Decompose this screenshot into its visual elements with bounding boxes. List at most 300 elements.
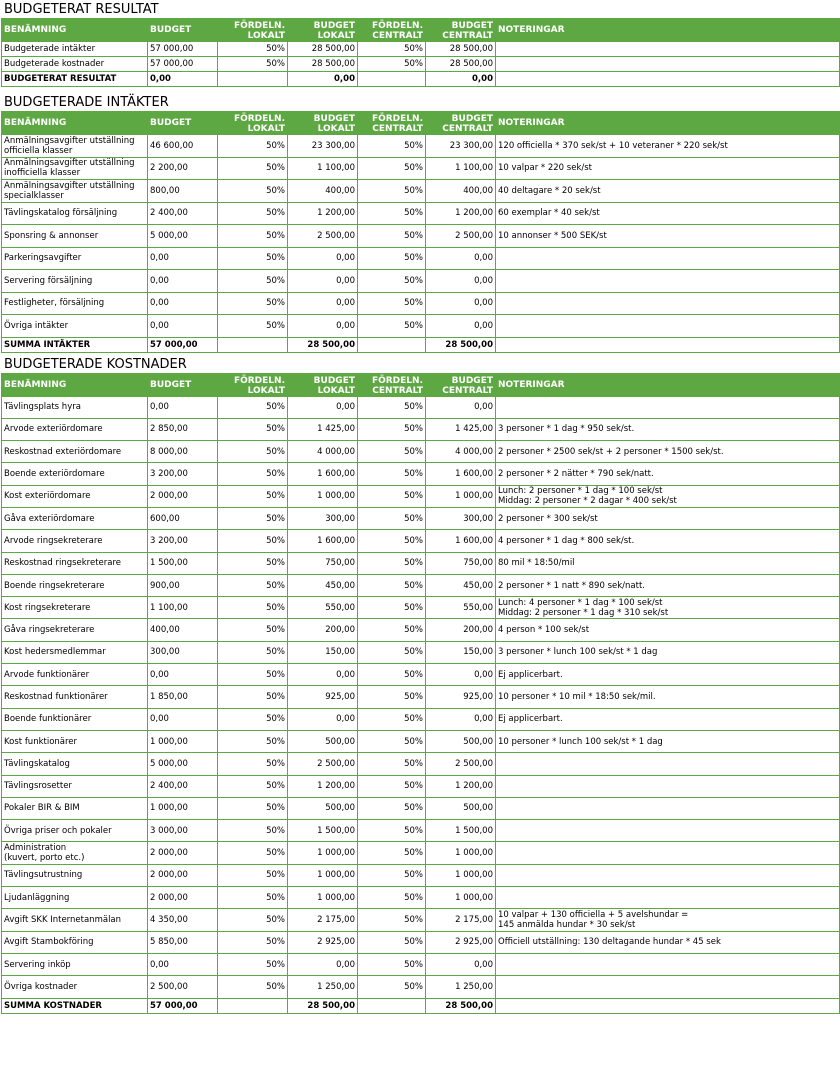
- row-budget-centralt: 750,00: [426, 552, 496, 574]
- row-fordeln-lokalt: 50%: [218, 797, 288, 819]
- row-budget-centralt: 550,00: [426, 597, 496, 619]
- row-notes: 3 personer * lunch 100 sek/st * 1 dag: [496, 641, 840, 663]
- row-budget-centralt: 1 425,00: [426, 418, 496, 440]
- row-budget-lokalt: 1 425,00: [288, 418, 358, 440]
- row-budget: 3 200,00: [148, 463, 218, 485]
- row-fordeln-centralt: 50%: [358, 396, 426, 418]
- row-budget: 800,00: [148, 180, 218, 203]
- row-notes: [496, 270, 840, 293]
- row-name: Parkeringsavgifter: [2, 247, 148, 270]
- row-budget-lokalt: 1 100,00: [288, 157, 358, 180]
- row-name: Servering inköp: [2, 953, 148, 975]
- row-budget: 57 000,00: [148, 42, 218, 57]
- row-budget: 900,00: [148, 574, 218, 596]
- row-notes: [496, 976, 840, 998]
- row-budget: 1 500,00: [148, 552, 218, 574]
- table-row: [2, 820, 840, 842]
- row-budget: 1 850,00: [148, 686, 218, 708]
- table-row: [2, 797, 840, 819]
- row-budget: 2 000,00: [148, 842, 218, 864]
- row-budget-lokalt: 0,00: [288, 953, 358, 975]
- row-budget-lokalt: 500,00: [288, 797, 358, 819]
- row-name: Tävlingskatalog: [2, 753, 148, 775]
- sum-notes: [496, 998, 840, 1013]
- row-fordeln-lokalt: 50%: [218, 730, 288, 752]
- row-budget-centralt: 400,00: [426, 180, 496, 203]
- row-name: Kost hedersmedlemmar: [2, 641, 148, 663]
- row-budget: 2 200,00: [148, 157, 218, 180]
- row-notes: 4 person * 100 sek/st: [496, 619, 840, 641]
- row-notes: 10 annonser * 500 SEK/st: [496, 225, 840, 248]
- row-name: Övriga intäkter: [2, 315, 148, 338]
- table-row: [2, 619, 840, 641]
- col-header-budget: BUDGET: [148, 112, 218, 135]
- col-header-notes: NOTERINGAR: [496, 373, 840, 396]
- row-budget: 2 400,00: [148, 202, 218, 225]
- row-fordeln-lokalt: 50%: [218, 42, 288, 57]
- col-header-fordeln-lokalt: FÖRDELN. LOKALT: [218, 112, 288, 135]
- table-row: [2, 42, 840, 57]
- row-budget-lokalt: 1 250,00: [288, 976, 358, 998]
- table-row: [2, 135, 840, 158]
- row-budget-lokalt: 0,00: [288, 315, 358, 338]
- table-row: [2, 641, 840, 663]
- row-fordeln-lokalt: 50%: [218, 463, 288, 485]
- row-fordeln-centralt: 50%: [358, 463, 426, 485]
- row-budget: 3 200,00: [148, 530, 218, 552]
- sum-row: [2, 998, 840, 1013]
- row-budget-lokalt: 1 600,00: [288, 463, 358, 485]
- row-budget-lokalt: 28 500,00: [288, 57, 358, 72]
- table-row: [2, 157, 840, 180]
- row-name: Anmälningsavgifter utställning specialklasser: [2, 180, 148, 203]
- row-notes: 80 mil * 18:50/mil: [496, 552, 840, 574]
- row-fordeln-lokalt: 50%: [218, 292, 288, 315]
- row-notes: [496, 797, 840, 819]
- sum-row: [2, 337, 840, 352]
- row-fordeln-centralt: 50%: [358, 530, 426, 552]
- row-fordeln-lokalt: 50%: [218, 530, 288, 552]
- header-row: [2, 19, 840, 42]
- row-fordeln-centralt: 50%: [358, 270, 426, 293]
- row-name: Kost exteriördomare: [2, 485, 148, 507]
- row-budget-lokalt: 0,00: [288, 292, 358, 315]
- row-budget-lokalt: 23 300,00: [288, 135, 358, 158]
- sum-notes: [496, 337, 840, 352]
- table-row: [2, 864, 840, 886]
- row-notes: Ej applicerbart.: [496, 664, 840, 686]
- row-budget-lokalt: 2 175,00: [288, 909, 358, 931]
- row-budget: 2 000,00: [148, 485, 218, 507]
- row-budget-lokalt: 2 500,00: [288, 225, 358, 248]
- col-header-budget: BUDGET: [148, 373, 218, 396]
- row-name: Tävlingskatalog försäljning: [2, 202, 148, 225]
- row-fordeln-lokalt: 50%: [218, 202, 288, 225]
- row-budget-centralt: 1 000,00: [426, 842, 496, 864]
- row-notes: 10 personer * lunch 100 sek/st * 1 dag: [496, 730, 840, 752]
- row-budget-lokalt: 0,00: [288, 708, 358, 730]
- row-notes: Lunch: 4 personer * 1 dag * 100 sek/st Middag: 2 personer * 1 dag * 310 sek/st: [496, 597, 840, 619]
- table-row: [2, 597, 840, 619]
- row-fordeln-centralt: 50%: [358, 931, 426, 953]
- row-budget: 2 850,00: [148, 418, 218, 440]
- row-notes: [496, 292, 840, 315]
- row-budget-centralt: 500,00: [426, 797, 496, 819]
- row-notes: [496, 57, 840, 72]
- row-fordeln-centralt: 50%: [358, 753, 426, 775]
- table-row: [2, 315, 840, 338]
- table-row: [2, 552, 840, 574]
- row-budget-centralt: 300,00: [426, 507, 496, 529]
- col-header-fordeln-centralt: FÖRDELN. CENTRALT: [358, 19, 426, 42]
- row-budget-centralt: 2 500,00: [426, 753, 496, 775]
- row-notes: 120 officiella * 370 sek/st + 10 veteraner * 220 sek/st: [496, 135, 840, 158]
- table-row: [2, 530, 840, 552]
- row-budget: 8 000,00: [148, 441, 218, 463]
- table-row: [2, 842, 840, 864]
- row-budget-centralt: 1 000,00: [426, 864, 496, 886]
- row-notes: 2 personer * 2500 sek/st + 2 personer * 1500 sek/st.: [496, 441, 840, 463]
- row-fordeln-centralt: 50%: [358, 507, 426, 529]
- table-row: [2, 686, 840, 708]
- row-name: Arvode ringsekreterare: [2, 530, 148, 552]
- row-fordeln-centralt: 50%: [358, 887, 426, 909]
- section-title: BUDGETERADE KOSTNADER: [4, 356, 187, 372]
- table-row: [2, 396, 840, 418]
- row-fordeln-lokalt: 50%: [218, 619, 288, 641]
- row-fordeln-lokalt: 50%: [218, 708, 288, 730]
- row-budget-lokalt: 4 000,00: [288, 441, 358, 463]
- budget-table: [1, 18, 840, 87]
- row-budget-lokalt: 1 000,00: [288, 842, 358, 864]
- table-row: [2, 708, 840, 730]
- row-name: Kost ringsekreterare: [2, 597, 148, 619]
- row-name: Budgeterade intäkter: [2, 42, 148, 57]
- row-budget-centralt: 1 200,00: [426, 202, 496, 225]
- budget-table: [1, 111, 840, 353]
- row-notes: Ej applicerbart.: [496, 708, 840, 730]
- table-row: [2, 909, 840, 931]
- row-budget: 1 100,00: [148, 597, 218, 619]
- row-fordeln-centralt: 50%: [358, 730, 426, 752]
- row-budget-centralt: 1 100,00: [426, 157, 496, 180]
- row-budget-lokalt: 0,00: [288, 396, 358, 418]
- row-budget: 0,00: [148, 315, 218, 338]
- row-fordeln-lokalt: 50%: [218, 909, 288, 931]
- col-header-fordeln-centralt: FÖRDELN. CENTRALT: [358, 373, 426, 396]
- row-fordeln-lokalt: 50%: [218, 664, 288, 686]
- sum-budget-lokalt: 28 500,00: [288, 337, 358, 352]
- sum-budget: 57 000,00: [148, 998, 218, 1013]
- row-budget-centralt: 0,00: [426, 315, 496, 338]
- row-fordeln-lokalt: 50%: [218, 485, 288, 507]
- sum-name: SUMMA INTÄKTER: [2, 337, 148, 352]
- row-budget: 46 600,00: [148, 135, 218, 158]
- row-fordeln-centralt: 50%: [358, 597, 426, 619]
- row-budget-centralt: 0,00: [426, 664, 496, 686]
- row-notes: [496, 842, 840, 864]
- col-header-budget-lokalt: BUDGET LOKALT: [288, 112, 358, 135]
- row-notes: 10 valpar + 130 officiella + 5 avelshundar = 145 anmälda hundar * 30 sek/st: [496, 909, 840, 931]
- row-budget-centralt: 2 500,00: [426, 225, 496, 248]
- row-notes: 2 personer * 2 nätter * 790 sek/natt.: [496, 463, 840, 485]
- row-name: Gåva ringsekreterare: [2, 619, 148, 641]
- table-row: [2, 775, 840, 797]
- row-name: Kost funktionärer: [2, 730, 148, 752]
- row-budget-centralt: 0,00: [426, 292, 496, 315]
- row-budget: 5 850,00: [148, 931, 218, 953]
- row-name: Anmälningsavgifter utställning officiella klasser: [2, 135, 148, 158]
- row-fordeln-centralt: 50%: [358, 574, 426, 596]
- row-fordeln-centralt: 50%: [358, 180, 426, 203]
- row-fordeln-lokalt: 50%: [218, 441, 288, 463]
- row-fordeln-centralt: 50%: [358, 157, 426, 180]
- row-fordeln-lokalt: 50%: [218, 597, 288, 619]
- row-fordeln-centralt: 50%: [358, 485, 426, 507]
- row-name: Arvode funktionärer: [2, 664, 148, 686]
- col-header-budget-lokalt: BUDGET LOKALT: [288, 19, 358, 42]
- row-fordeln-lokalt: 50%: [218, 180, 288, 203]
- row-fordeln-centralt: 50%: [358, 42, 426, 57]
- row-budget-centralt: 200,00: [426, 619, 496, 641]
- row-budget-lokalt: 2 500,00: [288, 753, 358, 775]
- row-fordeln-lokalt: 50%: [218, 953, 288, 975]
- row-fordeln-centralt: 50%: [358, 619, 426, 641]
- col-header-fordeln-lokalt: FÖRDELN. LOKALT: [218, 19, 288, 42]
- table-row: [2, 225, 840, 248]
- row-notes: 3 personer * 1 dag * 950 sek/st.: [496, 418, 840, 440]
- row-name: Avgift Stambokföring: [2, 931, 148, 953]
- table-row: [2, 485, 840, 507]
- row-budget: 300,00: [148, 641, 218, 663]
- sum-fordeln-centralt: [358, 998, 426, 1013]
- row-budget-centralt: 500,00: [426, 730, 496, 752]
- row-budget-lokalt: 750,00: [288, 552, 358, 574]
- row-budget-centralt: 1 000,00: [426, 485, 496, 507]
- row-fordeln-centralt: 50%: [358, 775, 426, 797]
- row-notes: [496, 315, 840, 338]
- col-header-notes: NOTERINGAR: [496, 112, 840, 135]
- row-budget-lokalt: 0,00: [288, 664, 358, 686]
- row-budget-lokalt: 1 200,00: [288, 202, 358, 225]
- row-budget-lokalt: 150,00: [288, 641, 358, 663]
- sum-budget-centralt: 28 500,00: [426, 337, 496, 352]
- sum-budget: 57 000,00: [148, 337, 218, 352]
- row-name: Reskostnad ringsekreterare: [2, 552, 148, 574]
- row-budget: 0,00: [148, 396, 218, 418]
- sum-budget-centralt: 28 500,00: [426, 998, 496, 1013]
- table-row: [2, 463, 840, 485]
- section-title: BUDGETERADE INTÄKTER: [4, 95, 169, 110]
- row-fordeln-lokalt: 50%: [218, 157, 288, 180]
- row-fordeln-lokalt: 50%: [218, 418, 288, 440]
- row-notes: [496, 42, 840, 57]
- row-budget-centralt: 4 000,00: [426, 441, 496, 463]
- row-budget-lokalt: 1 600,00: [288, 530, 358, 552]
- col-header-fordeln-centralt: FÖRDELN. CENTRALT: [358, 112, 426, 135]
- row-name: Övriga priser och pokaler: [2, 820, 148, 842]
- row-name: Boende exteriördomare: [2, 463, 148, 485]
- row-budget-centralt: 28 500,00: [426, 42, 496, 57]
- row-budget-centralt: 450,00: [426, 574, 496, 596]
- table-row: [2, 730, 840, 752]
- table-row: [2, 753, 840, 775]
- row-name: Tävlingsutrustning: [2, 864, 148, 886]
- row-budget-centralt: 2 925,00: [426, 931, 496, 953]
- row-fordeln-lokalt: 50%: [218, 247, 288, 270]
- row-name: Servering försäljning: [2, 270, 148, 293]
- row-notes: [496, 775, 840, 797]
- header-row: [2, 112, 840, 135]
- col-header-budget-centralt: BUDGET CENTRALT: [426, 19, 496, 42]
- row-budget-centralt: 0,00: [426, 396, 496, 418]
- row-budget: 0,00: [148, 292, 218, 315]
- row-name: Anmälningsavgifter utställning inofficiella klasser: [2, 157, 148, 180]
- table-row: [2, 180, 840, 203]
- row-budget-centralt: 0,00: [426, 247, 496, 270]
- row-fordeln-centralt: 50%: [358, 418, 426, 440]
- col-header-name: BENÄMNING: [2, 112, 148, 135]
- row-budget-lokalt: 450,00: [288, 574, 358, 596]
- row-budget-centralt: 28 500,00: [426, 57, 496, 72]
- row-budget-centralt: 925,00: [426, 686, 496, 708]
- row-fordeln-centralt: 50%: [358, 686, 426, 708]
- row-fordeln-centralt: 50%: [358, 953, 426, 975]
- row-budget: 0,00: [148, 953, 218, 975]
- sum-fordeln-centralt: [358, 337, 426, 352]
- row-budget: 0,00: [148, 247, 218, 270]
- row-notes: 40 deltagare * 20 sek/st: [496, 180, 840, 203]
- row-budget: 1 000,00: [148, 797, 218, 819]
- sum-fordeln-lokalt: [218, 998, 288, 1013]
- col-header-name: BENÄMNING: [2, 19, 148, 42]
- row-notes: Lunch: 2 personer * 1 dag * 100 sek/st Middag: 2 personer * 2 dagar * 400 sek/st: [496, 485, 840, 507]
- row-fordeln-lokalt: 50%: [218, 507, 288, 529]
- sum-fordeln-centralt: [358, 72, 426, 87]
- table-row: [2, 507, 840, 529]
- row-budget: 3 000,00: [148, 820, 218, 842]
- table-row: [2, 931, 840, 953]
- row-budget-lokalt: 1 200,00: [288, 775, 358, 797]
- row-fordeln-centralt: 50%: [358, 641, 426, 663]
- col-header-budget-centralt: BUDGET CENTRALT: [426, 373, 496, 396]
- row-fordeln-lokalt: 50%: [218, 976, 288, 998]
- sum-fordeln-lokalt: [218, 337, 288, 352]
- row-budget-centralt: 1 500,00: [426, 820, 496, 842]
- row-fordeln-lokalt: 50%: [218, 315, 288, 338]
- table-row: [2, 270, 840, 293]
- row-budget-centralt: 1 000,00: [426, 887, 496, 909]
- row-budget-lokalt: 500,00: [288, 730, 358, 752]
- row-budget-centralt: 2 175,00: [426, 909, 496, 931]
- row-fordeln-centralt: 50%: [358, 135, 426, 158]
- row-fordeln-centralt: 50%: [358, 441, 426, 463]
- row-budget: 5 000,00: [148, 753, 218, 775]
- row-fordeln-lokalt: 50%: [218, 887, 288, 909]
- row-fordeln-centralt: 50%: [358, 552, 426, 574]
- row-fordeln-centralt: 50%: [358, 708, 426, 730]
- row-budget: 0,00: [148, 708, 218, 730]
- row-budget-lokalt: 200,00: [288, 619, 358, 641]
- row-budget: 5 000,00: [148, 225, 218, 248]
- row-budget-centralt: 1 600,00: [426, 530, 496, 552]
- row-name: Boende funktionärer: [2, 708, 148, 730]
- row-budget-lokalt: 925,00: [288, 686, 358, 708]
- row-notes: [496, 753, 840, 775]
- row-budget: 2 000,00: [148, 887, 218, 909]
- sum-fordeln-lokalt: [218, 72, 288, 87]
- row-notes: 2 personer * 1 natt * 890 sek/natt.: [496, 574, 840, 596]
- row-notes: [496, 247, 840, 270]
- row-fordeln-lokalt: 50%: [218, 842, 288, 864]
- row-budget: 2 400,00: [148, 775, 218, 797]
- row-fordeln-centralt: 50%: [358, 842, 426, 864]
- row-fordeln-lokalt: 50%: [218, 753, 288, 775]
- row-notes: [496, 887, 840, 909]
- row-budget-lokalt: 550,00: [288, 597, 358, 619]
- row-fordeln-lokalt: 50%: [218, 931, 288, 953]
- sum-budget: 0,00: [148, 72, 218, 87]
- row-name: Budgeterade kostnader: [2, 57, 148, 72]
- row-name: Reskostnad exteriördomare: [2, 441, 148, 463]
- row-budget-lokalt: 1 500,00: [288, 820, 358, 842]
- row-fordeln-centralt: 50%: [358, 225, 426, 248]
- col-header-fordeln-lokalt: FÖRDELN. LOKALT: [218, 373, 288, 396]
- row-fordeln-centralt: 50%: [358, 292, 426, 315]
- row-fordeln-lokalt: 50%: [218, 686, 288, 708]
- row-budget-lokalt: 400,00: [288, 180, 358, 203]
- table-row: [2, 292, 840, 315]
- table-row: [2, 247, 840, 270]
- row-fordeln-lokalt: 50%: [218, 864, 288, 886]
- row-budget-centralt: 1 200,00: [426, 775, 496, 797]
- row-fordeln-centralt: 50%: [358, 820, 426, 842]
- row-fordeln-lokalt: 50%: [218, 135, 288, 158]
- row-budget-lokalt: 28 500,00: [288, 42, 358, 57]
- row-budget: 2 000,00: [148, 864, 218, 886]
- table-row: [2, 441, 840, 463]
- row-budget-lokalt: 2 925,00: [288, 931, 358, 953]
- row-notes: [496, 820, 840, 842]
- row-notes: 10 personer * 10 mil * 18:50 sek/mil.: [496, 686, 840, 708]
- row-fordeln-centralt: 50%: [358, 57, 426, 72]
- table-row: [2, 202, 840, 225]
- row-name: Festligheter, försäljning: [2, 292, 148, 315]
- sum-row: [2, 72, 840, 87]
- row-fordeln-centralt: 50%: [358, 864, 426, 886]
- row-fordeln-centralt: 50%: [358, 976, 426, 998]
- row-budget-centralt: 0,00: [426, 270, 496, 293]
- row-fordeln-lokalt: 50%: [218, 270, 288, 293]
- row-notes: 60 exemplar * 40 sek/st: [496, 202, 840, 225]
- row-name: Gåva exteriördomare: [2, 507, 148, 529]
- row-budget-lokalt: 1 000,00: [288, 485, 358, 507]
- table-row: [2, 953, 840, 975]
- row-budget-centralt: 0,00: [426, 953, 496, 975]
- row-budget-centralt: 1 250,00: [426, 976, 496, 998]
- budget-table: [1, 373, 840, 1014]
- row-notes: [496, 864, 840, 886]
- row-name: Pokaler BIR & BIM: [2, 797, 148, 819]
- row-name: Boende ringsekreterare: [2, 574, 148, 596]
- row-budget: 600,00: [148, 507, 218, 529]
- row-budget: 1 000,00: [148, 730, 218, 752]
- row-budget-lokalt: 0,00: [288, 247, 358, 270]
- row-budget: 4 350,00: [148, 909, 218, 931]
- row-fordeln-lokalt: 50%: [218, 552, 288, 574]
- row-budget-centralt: 150,00: [426, 641, 496, 663]
- row-name: Tävlingsplats hyra: [2, 396, 148, 418]
